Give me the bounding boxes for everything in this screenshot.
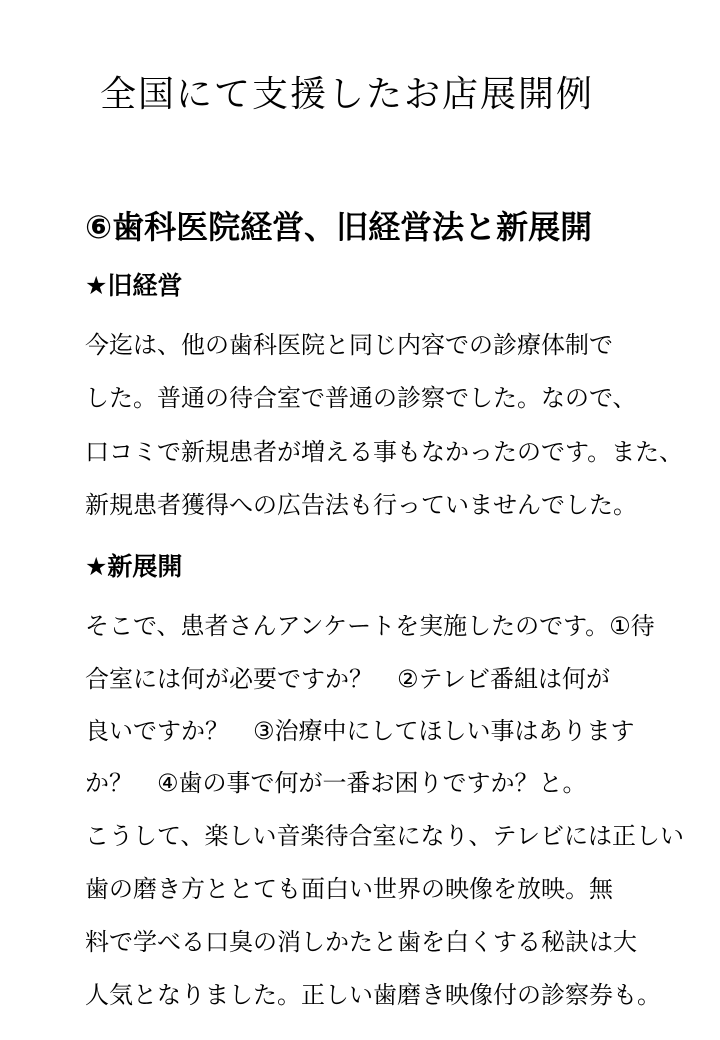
new-paragraph-line-7: 料で学べる口臭の消しかたと歯を白くする秘訣は大 [85, 928, 637, 956]
new-development-heading: ★新展開 [85, 552, 183, 581]
old-paragraph-line-4: 新規患者獲得への広告法も行っていませんでした。 [85, 491, 637, 519]
old-paragraph-line-3: 口コミで新規患者が増える事もなかったのです。また、 [85, 438, 684, 466]
new-paragraph-line-5: こうして、楽しい音楽待合室になり、テレビには正しい [85, 822, 685, 850]
section-title: ⑥歯科医院経営、旧経営法と新展開 [85, 208, 593, 246]
old-paragraph-line-1: 今迄は、他の歯科医院と同じ内容での診療体制で [85, 331, 613, 359]
new-paragraph-line-4: か？ ④歯の事で何が一番お困りですか？と。 [85, 769, 587, 797]
new-paragraph-line-2: 合室には何が必要ですか？ ②テレビ番組は何が [85, 665, 611, 693]
new-paragraph-line-8: 人気となりました。正しい歯磨き映像付の診察券も。 [85, 981, 661, 1009]
old-paragraph-line-2: した。普通の待合室で普通の診察でした。なので、 [85, 384, 637, 412]
new-paragraph-line-3: 良いですか？ ③治療中にしてほしい事はあります [85, 717, 635, 745]
old-management-heading: ★旧経営 [85, 271, 183, 300]
page-title: 全国にて支援したお店展開例 [100, 74, 595, 115]
new-paragraph-line-6: 歯の磨き方ととても面白い世界の映像を放映。無 [85, 875, 613, 903]
new-paragraph-line-1: そこで、患者さんアンケートを実施したのです。①待 [85, 612, 655, 640]
